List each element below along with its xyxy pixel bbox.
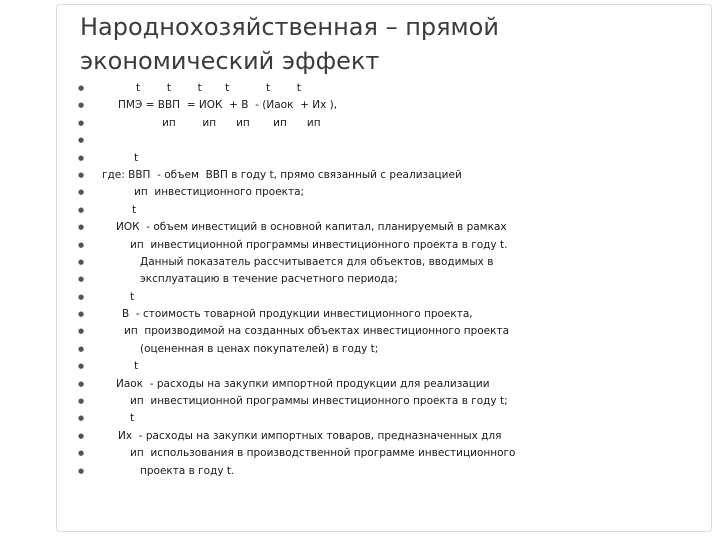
bullet-icon: ●: [78, 327, 85, 336]
bullet-icon: ●: [78, 449, 85, 458]
bullet-icon: ●: [78, 397, 85, 406]
line-text: t t t t t t: [136, 82, 301, 94]
bullet-icon: ●: [78, 170, 85, 179]
line-text: эксплуатацию в течение расчетного периода;: [140, 273, 398, 286]
list-item: [78, 150, 698, 167]
list-item: [78, 410, 698, 427]
line-text: ип ип ип ип ип: [162, 116, 321, 129]
list-item: [78, 341, 698, 358]
line-text: ип инвестиционного проекта;: [134, 186, 305, 199]
bullet-icon: ●: [78, 223, 85, 232]
list-item: [78, 115, 698, 132]
bullet-icon: ●: [78, 414, 85, 423]
line-text: ип производимой на созданных объектах инвестиционного проекта: [124, 325, 510, 338]
list-item: [78, 463, 698, 480]
bullet-icon: ●: [78, 188, 85, 197]
bullet-icon: ●: [78, 275, 85, 284]
list-item: [78, 132, 698, 149]
line-text: где: ВВП - объем ВВП в году t, прямо связанный с реализацией: [102, 168, 462, 181]
bullet-icon: ●: [78, 310, 85, 319]
bullet-icon: ●: [78, 362, 85, 371]
list-item: [78, 254, 698, 271]
bullet-icon: ●: [78, 379, 85, 388]
list-item: [78, 80, 698, 97]
list-item: [78, 237, 698, 254]
bullet-icon: ●: [78, 257, 85, 266]
bullet-icon: ●: [78, 466, 85, 475]
list-item: [78, 167, 698, 184]
list-item: [78, 428, 698, 445]
line-text: Их - расходы на закупки импортных товаров, предназначенных для: [118, 429, 502, 442]
list-item: [78, 289, 698, 306]
list-item: [78, 271, 698, 288]
list-item: [78, 306, 698, 323]
list-item: [78, 202, 698, 219]
bullet-icon: ●: [78, 240, 85, 249]
bullet-icon: ●: [78, 153, 85, 162]
bullet-icon: ●: [78, 118, 85, 127]
line-text: проекта в году t.: [140, 464, 235, 477]
line-text: Данный показатель рассчитывается для объектов, вводимых в: [140, 255, 494, 268]
list-item: [78, 358, 698, 375]
list-item: [78, 219, 698, 236]
formula-list: [78, 80, 698, 480]
list-item: [78, 97, 698, 114]
list-item: [78, 445, 698, 462]
line-text: t: [130, 412, 135, 425]
bullet-icon: ●: [78, 136, 85, 145]
bullet-icon: ●: [78, 344, 85, 353]
line-text: (оцененная в ценах покупателей) в году t;: [140, 342, 379, 355]
slide-title: Народнохозяйственная – прямой экономический эффект: [80, 13, 499, 75]
line-text: ип инвестиционной программы инвестиционного проекта в году t.: [130, 238, 508, 251]
line-text: t: [132, 203, 137, 216]
bullet-icon: ●: [78, 205, 85, 214]
line-text: t: [134, 360, 139, 373]
line-text: ИОК - объем инвестиций в основной капитал, планируемый в рамках: [116, 221, 507, 234]
list-item: [78, 184, 698, 201]
line-text: ип использования в производственной программе инвестиционного: [130, 447, 516, 460]
line-text: t: [130, 290, 135, 303]
line-text: ип инвестиционной программы инвестиционного проекта в году t;: [130, 395, 508, 408]
list-item: [78, 376, 698, 393]
list-item: [78, 393, 698, 410]
line-text: t: [134, 151, 139, 164]
bullet-icon: ●: [78, 101, 85, 110]
bullet-icon: ●: [78, 84, 85, 92]
line-text: В - стоимость товарной продукции инвестиционного проекта,: [122, 308, 473, 321]
bullet-icon: ●: [78, 292, 85, 301]
line-text: ПМЭ = ВВП = ИОК + В - (Иаок + Их ),: [118, 99, 338, 112]
line-text: Иаок - расходы на закупки импортной продукции для реализации: [116, 377, 490, 390]
bullet-icon: ●: [78, 431, 85, 440]
list-item: [78, 323, 698, 340]
